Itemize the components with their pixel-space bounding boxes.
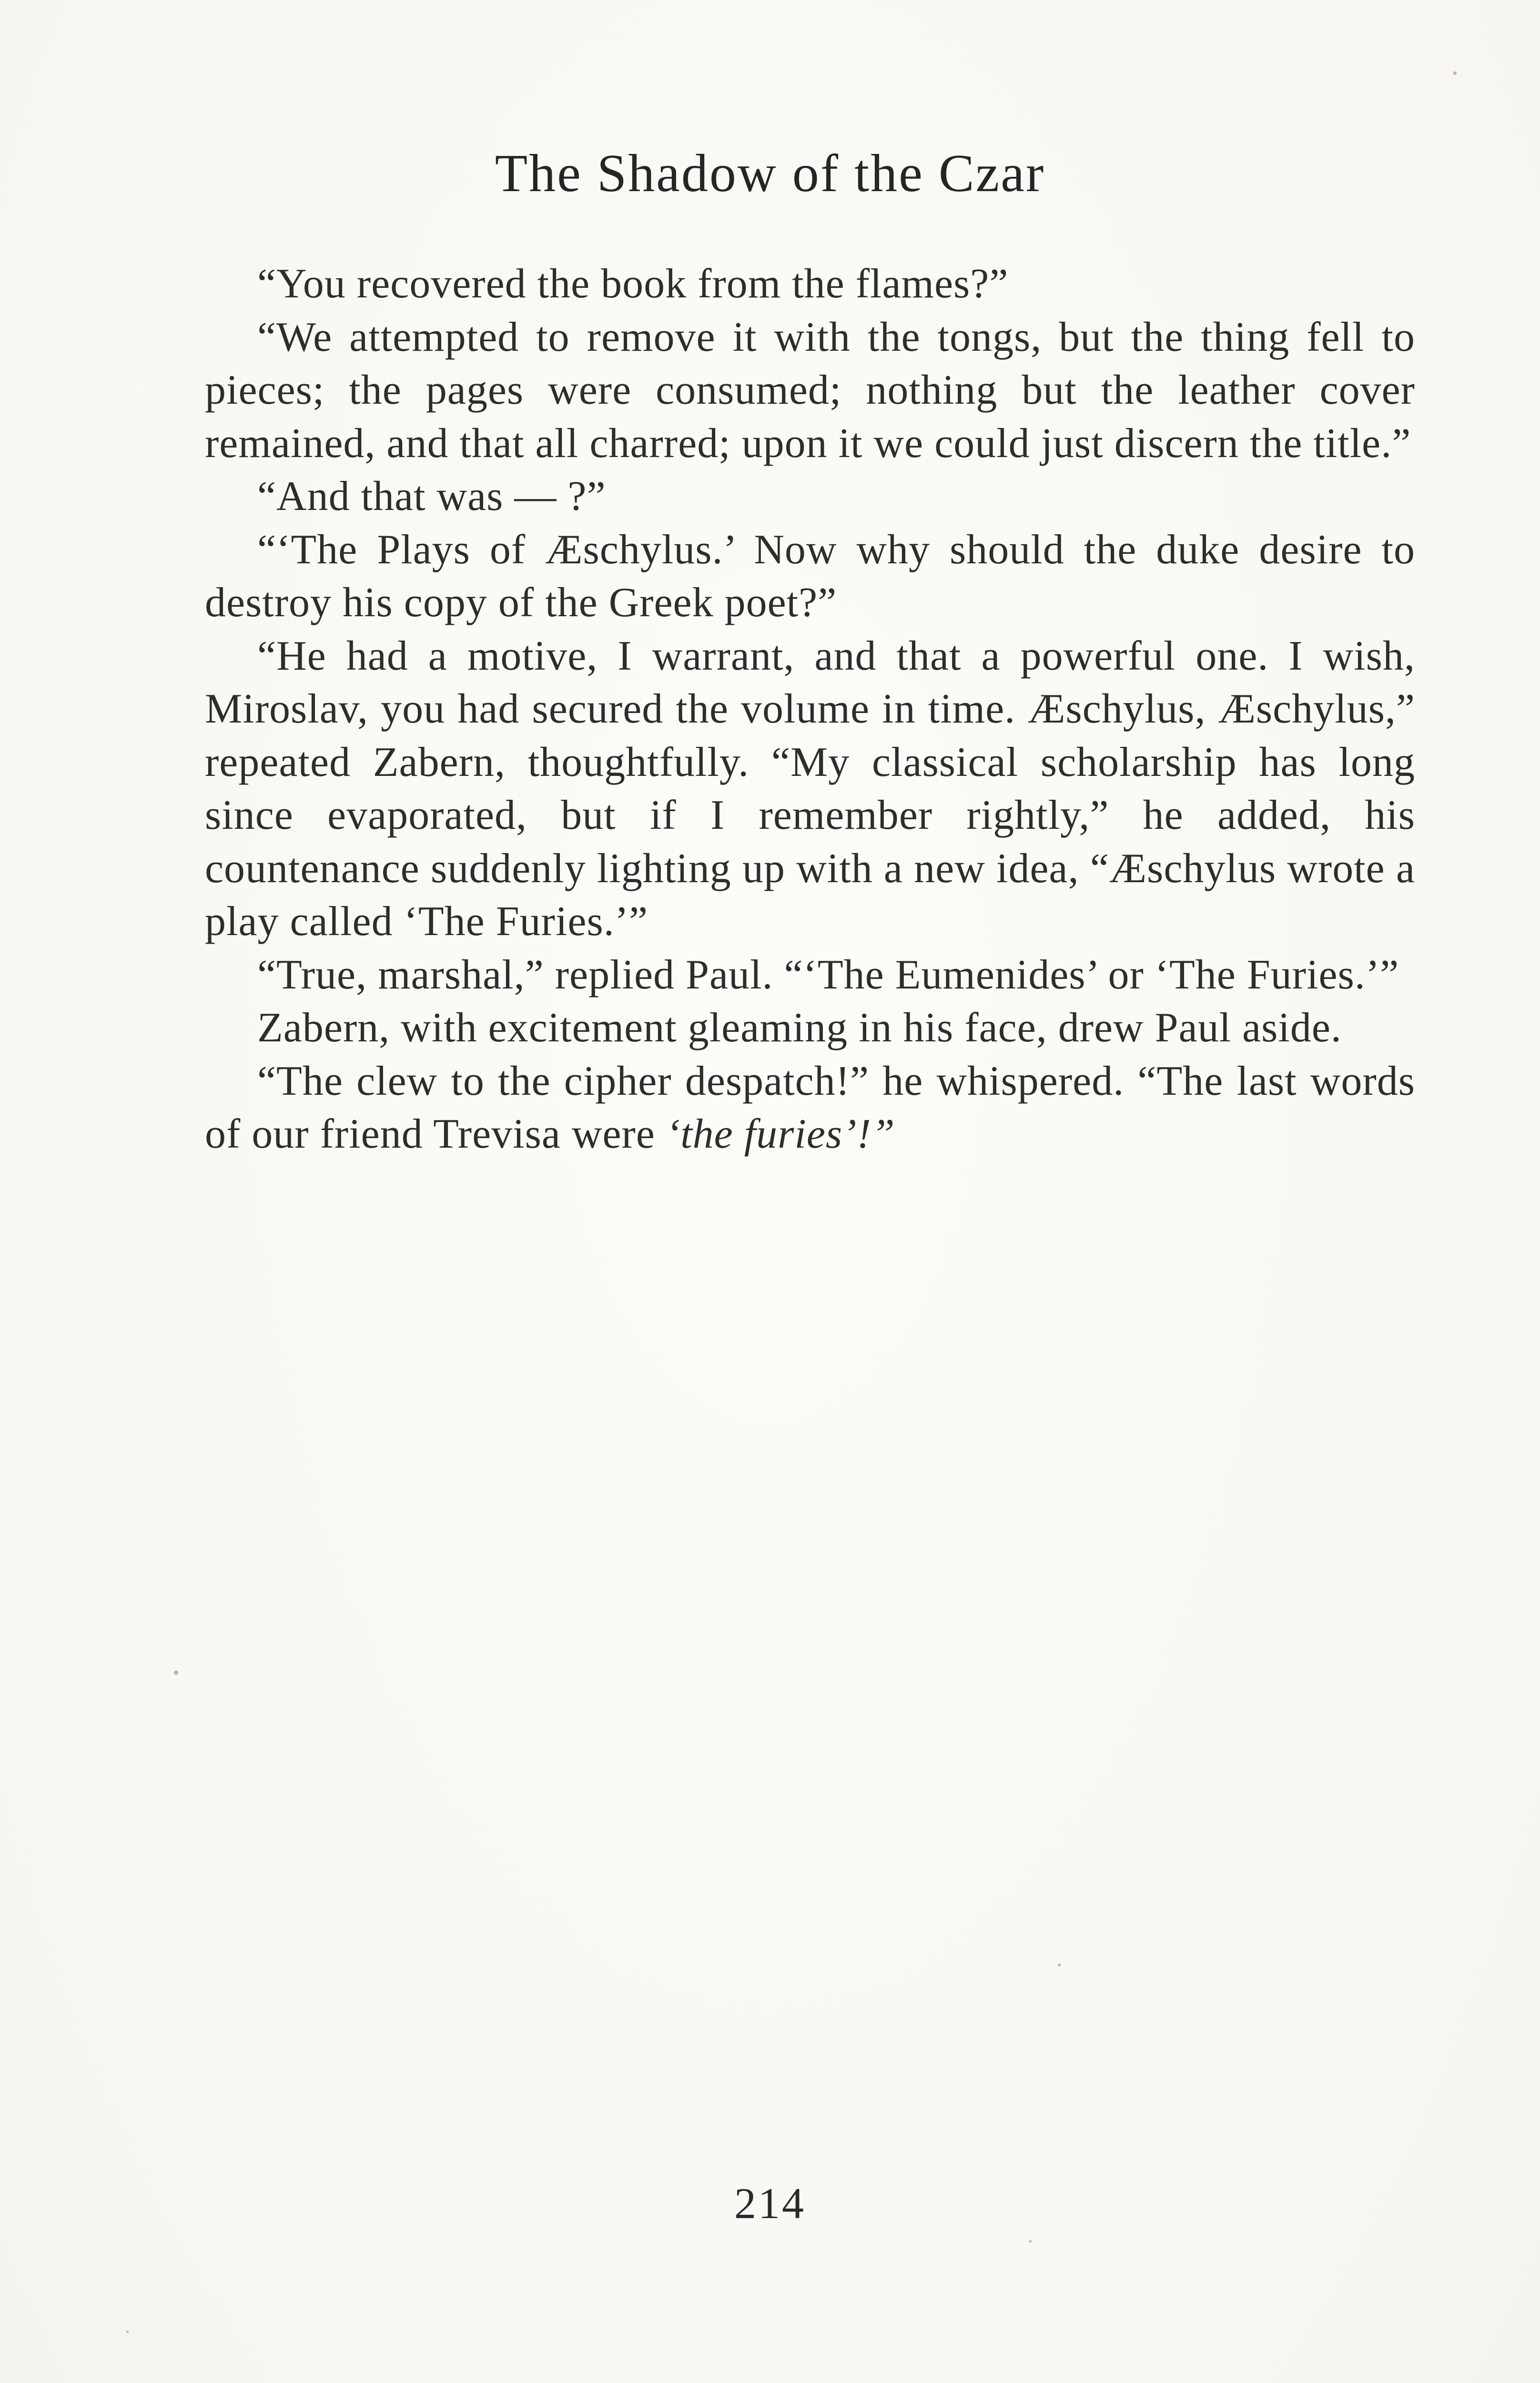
paragraph-6: “True, marshal,” replied Paul. “‘The Eumenides’ or ‘The Furies.’” xyxy=(257,951,1399,998)
paragraph-1: “You recovered the book from the flames?” xyxy=(257,261,1009,307)
running-head: The Shadow of the Czar xyxy=(495,144,1045,203)
paragraph-8-text: “The clew to the cipher despatch!” he whispered. “The last words of our friend Trevisa were xyxy=(205,1058,1415,1157)
paragraph-7: Zabern, with excitement gleaming in his face, drew Paul aside. xyxy=(257,1005,1342,1051)
paragraph-8-emphasis: ‘the furies’!” xyxy=(666,1111,895,1157)
paragraph-3: “And that was — ?” xyxy=(257,473,606,519)
page-number: 214 xyxy=(734,2179,806,2228)
paper-speck xyxy=(1058,1964,1061,1966)
paper-speck xyxy=(126,2331,129,2333)
paragraph-5: “He had a motive, I warrant, and that a powerful one. I wish, Miroslav, you had secured the volume in time. Æschylus, Æschylus,” repeated Zabern, thoughtfully. “My classical scholarship has long since evaporated, but if I remember rightly,” he added, his countenance suddenly lighting up with a new idea, “Æschylus wrote a play called ‘The Furies.’” xyxy=(205,632,1415,945)
paper-speck xyxy=(1029,2240,1032,2242)
paragraph-8 xyxy=(205,1055,1415,1161)
paragraph-4: “‘The Plays of Æschylus.’ Now why should the duke desire to destroy his copy of the Greek poet?” xyxy=(205,526,1415,626)
paper-speck xyxy=(1453,71,1457,75)
paragraph-2: “We attempted to remove it with the tongs, but the thing fell to pieces; the pages were consumed; nothing but the leather cover remained, and that all charred; upon it we could just discern the title.” xyxy=(205,314,1415,467)
body-text xyxy=(205,257,1415,1161)
paper-speck xyxy=(174,1670,178,1675)
